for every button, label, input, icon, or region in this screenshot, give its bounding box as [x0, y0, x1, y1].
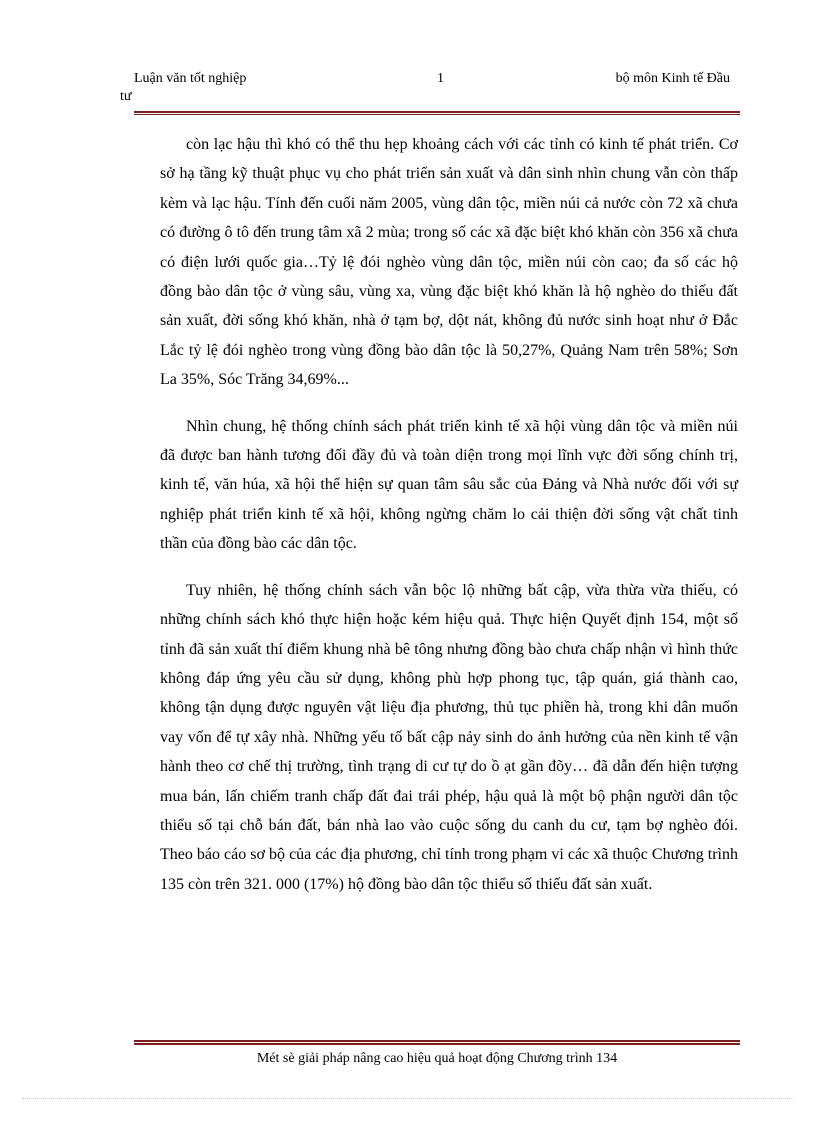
page-number: 1	[437, 71, 444, 86]
body-paragraph-1: còn lạc hậu thì khó có thể thu hẹp khoảng cách với các tỉnh có kinh tế phát triển. Cơ sở hạ tầng kỹ thuật phục vụ cho phát triển sản xuất và dân sinh nhìn chung vẫn còn thấp kèm và lạc hậu. Tính đến cuối năm 2005, vùng dân tộc, miền núi cả nước còn 72 xã chưa có đường ô tô đến trung tâm xã 2 mùa; trong số các xã đặc biệt khó khăn còn 356 xã chưa có điện lưới quốc gia…Tỷ lệ đói nghèo vùng dân tộc, miền núi còn cao; đa số các hộ đồng bào dân tộc ở vùng sâu, vùng xa, vùng đặc biệt khó khăn là hộ nghèo do thiếu đất sản xuất, đời sống khó khăn, nhà ở tạm bợ, dột nát, không đủ nước sinh hoạt như ở Đắc Lắc tỷ lệ đói nghèo trong vùng đồng bào dân tộc là 50,27%, Quảng Nam trên 58%; Sơn La 35%, Sóc Trăng 34,69%...	[160, 136, 738, 389]
page-bottom-dotted-line	[22, 1098, 794, 1099]
body-paragraph-3: Tuy nhiên, hệ thống chính sách vẫn bộc lộ những bất cập, vừa thừa vừa thiếu, có những chính sách khó thực hiện hoặc kém hiệu quả. Thực hiện Quyết định 154, một số tỉnh đã sản xuất thí điểm khung nhà bê tông nhưng đồng bào chưa chấp nhận vì hình thức không đáp ứng yêu cầu sử dụng, không phù hợp phong tục, tập quán, giá thành cao, không tận dụng được nguyên vật liệu địa phương, thủ tục phiền hà, trong khi dân muốn vay vốn để tự xây nhà. Những yếu tố bất cập nảy sinh do ảnh hưởng của nền kinh tế vận hành theo cơ chế thị trường, tình trạng di cư tự do ồ ạt gần đõy… đã dẫn đến hiện tượng mua bán, lấn chiếm tranh chấp đất đai trái phép, hậu quả là một bộ phận người dân tộc thiểu số tại chỗ bán đất, bán nhà lao vào cuộc sống du canh du cư, tạm bợ nghèo đói. Theo báo cáo sơ bộ của các địa phương, chỉ tính trong phạm vi các xã thuộc Chương trình 135 còn trên 321. 000 (17%) hộ đồng bào dân tộc thiểu số thiếu đất sản xuất.	[160, 581, 738, 893]
header-thesis-title	[120, 70, 284, 104]
body-paragraph-2: Nhìn chung, hệ thống chính sách phát triển kinh tế xã hội vùng dân tộc và miền núi đã được ban hành tương đối đầy đủ và toàn diện trong mọi lĩnh vực đời sống chính trị, kinh tế, văn húa, xã hội thể hiện sự quan tâm sâu sắc của Đảng và Nhà nước đối với sự nghiệp phát triển kinh tế xã hội, không ngừng chăm lo cải thiện đời sống vật chất tinh thần của đồng bào các dân tộc.	[160, 417, 738, 553]
header-department: bộ môn Kinh tế Đầu	[615, 71, 730, 86]
header-thesis-title-wrap: tư	[120, 89, 132, 104]
header-divider	[134, 111, 740, 115]
footer-divider	[134, 1040, 740, 1045]
document-body	[160, 130, 738, 916]
page-header	[120, 70, 740, 110]
header-thesis-title-text: Luận văn tốt nghiệp	[134, 71, 247, 86]
page-footer: Mét sè giải pháp nâng cao hiệu quả hoạt động Chương trình 134	[256, 1051, 618, 1066]
